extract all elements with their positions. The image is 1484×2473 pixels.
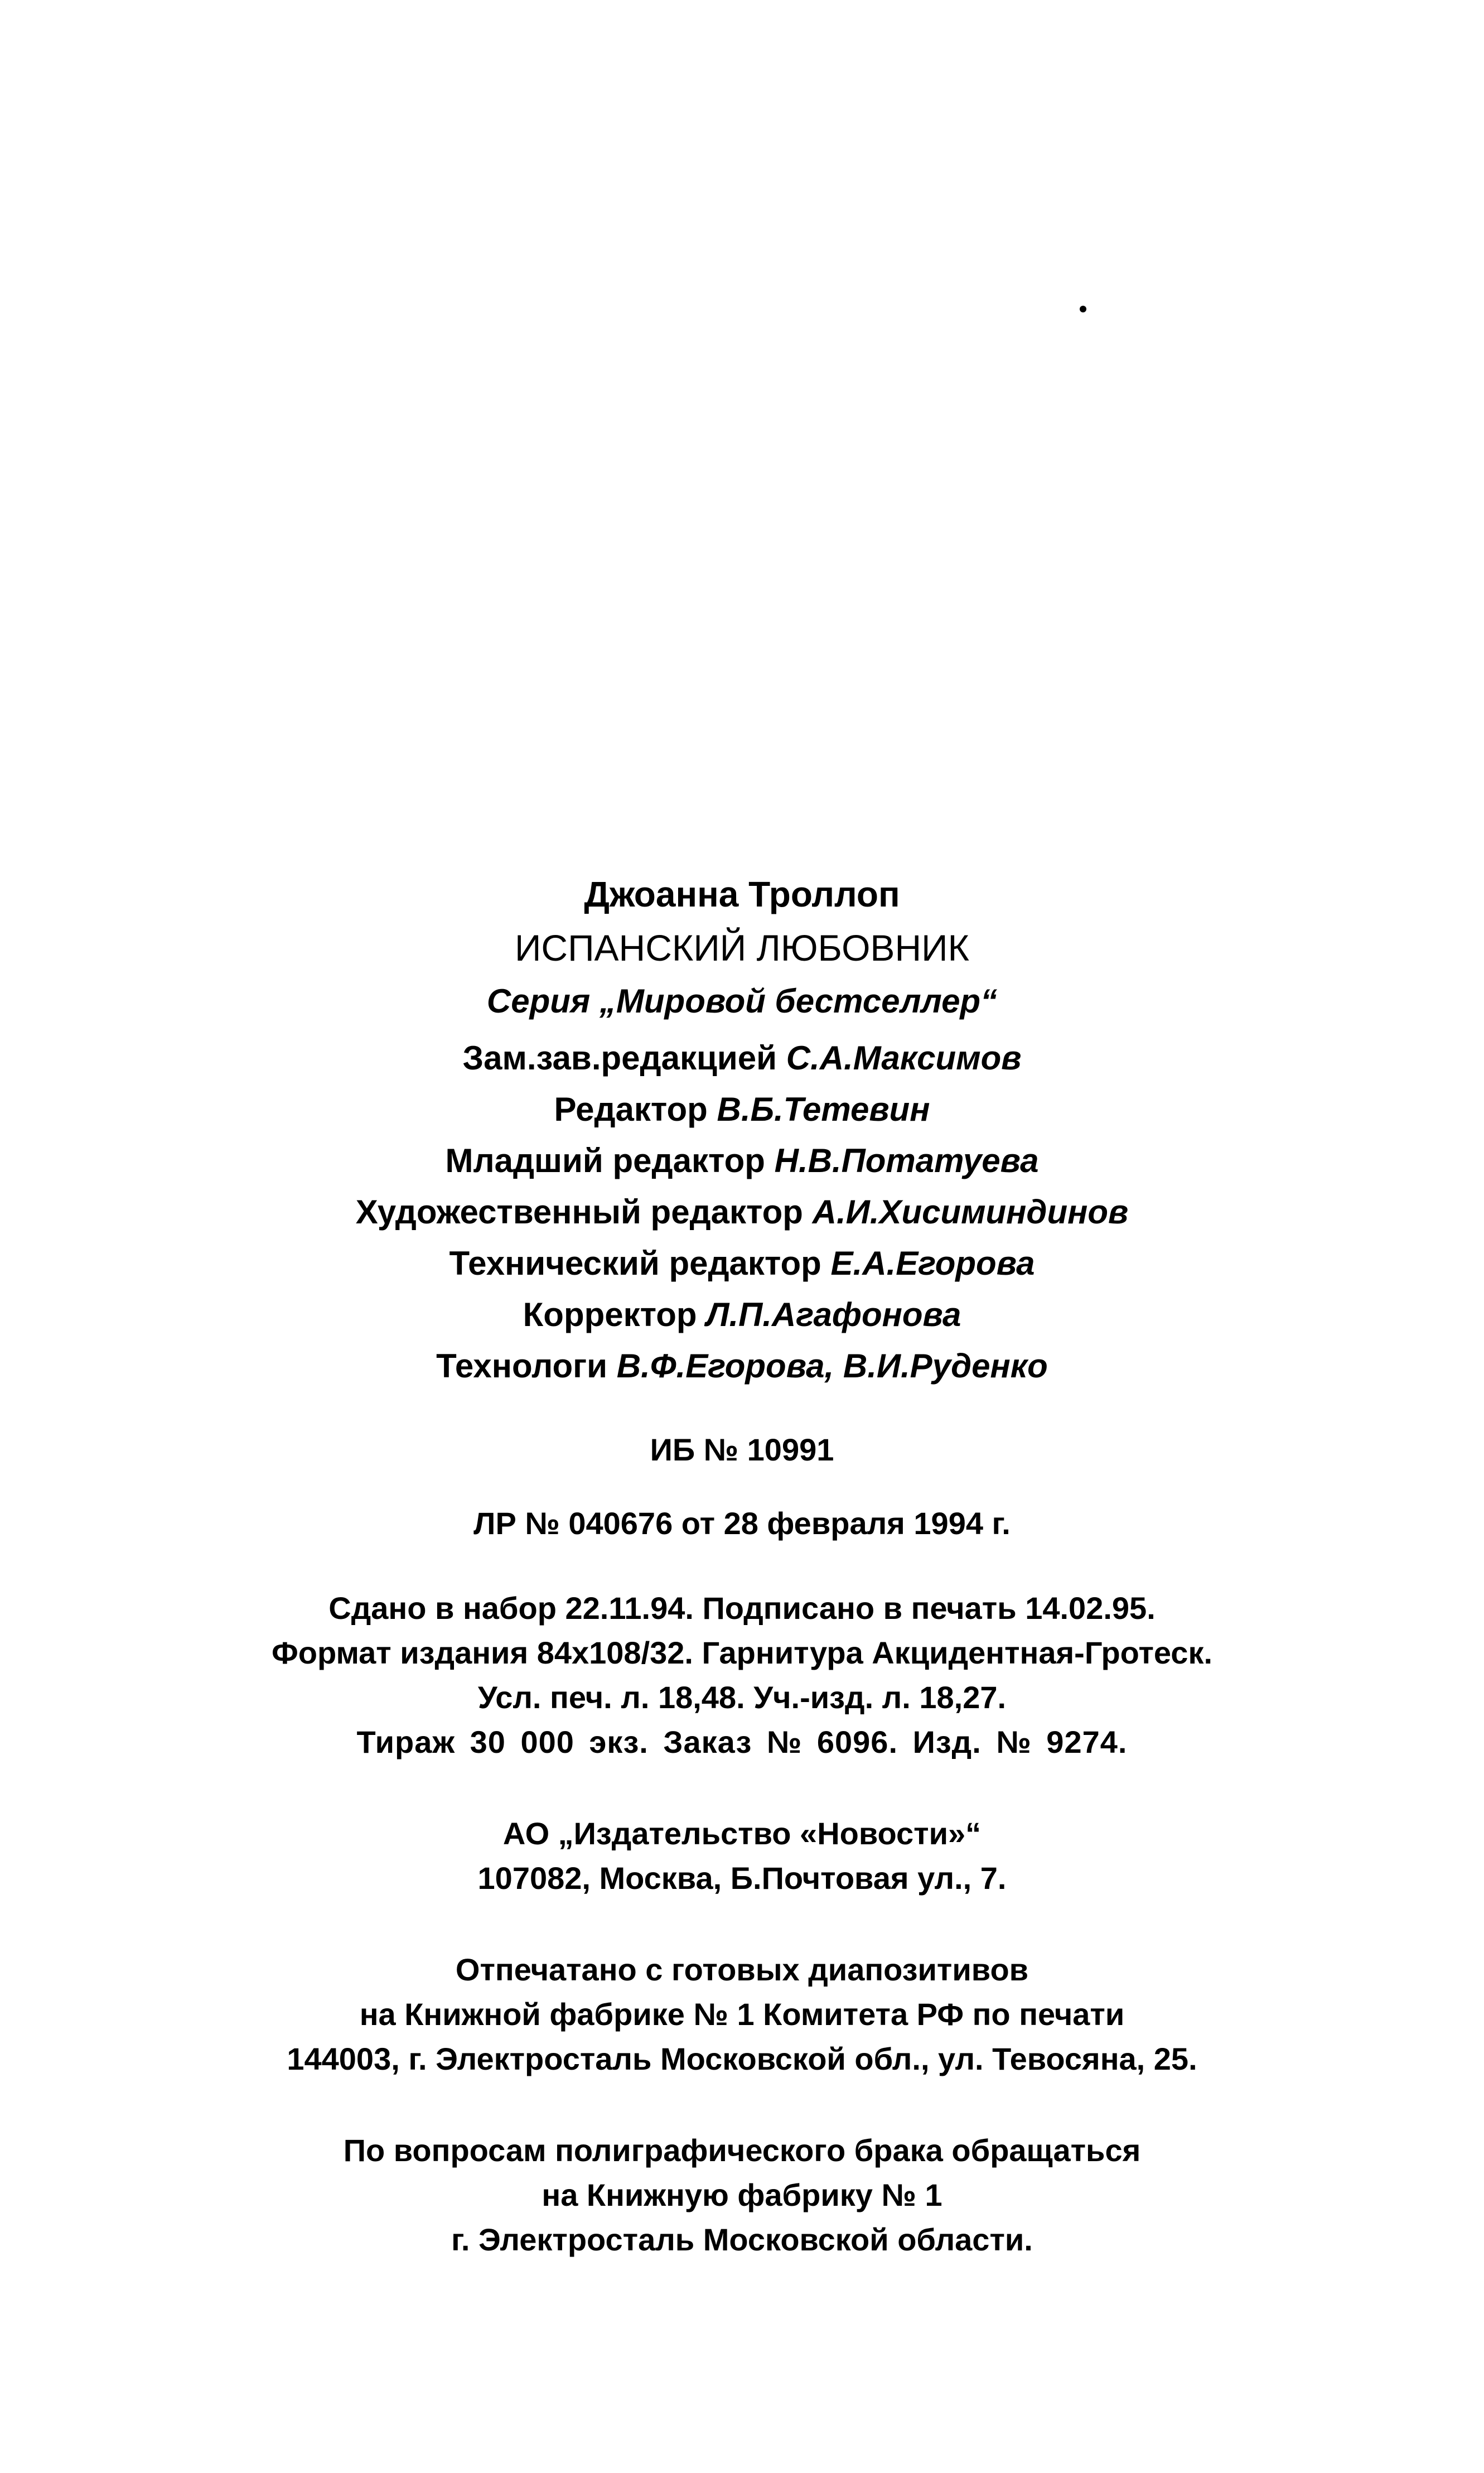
staff-name: В.Ф.Егорова, В.И.Руденко <box>616 1347 1048 1385</box>
staff-line <box>0 1341 1484 1392</box>
ib-number-block <box>0 1428 1484 1472</box>
staff-name: Л.П.Агафонова <box>706 1296 961 1333</box>
publisher-line: АО „Издательство «Новости»“ <box>502 1816 982 1851</box>
staff-role: Художественный редактор <box>355 1193 803 1231</box>
print-info-line: Усл. печ. л. 18,48. Уч.-изд. л. 18,27. <box>477 1680 1007 1715</box>
defects-contact-block <box>0 2128 1484 2262</box>
printed-at-line: Отпечатано с готовых диапозитивов <box>455 1952 1029 1987</box>
ib-number: ИБ № 10991 <box>650 1432 834 1467</box>
defects-line: По вопросам полиграфического брака обращаться <box>343 2133 1141 2168</box>
printed-at-line: 144003, г. Электросталь Московской обл., ул. Тевосяна, 25. <box>287 2041 1197 2076</box>
book-title: ИСПАНСКИЙ ЛЮБОВНИК <box>514 927 969 968</box>
printed-at-line: на Книжной фабрике № 1 Комитета РФ по печати <box>359 1997 1125 2032</box>
lr-number: ЛР № 040676 от 28 февраля 1994 г. <box>473 1506 1011 1541</box>
staff-role: Редактор <box>554 1091 708 1128</box>
staff-name: В.Б.Тетевин <box>717 1091 930 1128</box>
author-name: Джоанна Троллоп <box>584 874 900 914</box>
publisher-block <box>0 1811 1484 1901</box>
staff-line <box>0 1238 1484 1289</box>
series-name: Серия „Мировой бестселлер“ <box>486 982 998 1020</box>
staff-role: Корректор <box>523 1296 697 1333</box>
printed-at-block <box>0 1947 1484 2081</box>
staff-line <box>0 1135 1484 1187</box>
staff-line <box>0 1033 1484 1084</box>
defects-line: на Книжную фабрику № 1 <box>542 2177 942 2212</box>
print-info-line: Сдано в набор 22.11.94. Подписано в печать 14.02.95. <box>328 1590 1156 1626</box>
print-info-block <box>0 1586 1484 1765</box>
print-info-line: Формат издания 84x108/32. Гарнитура Акцидентная-Гротеск. <box>271 1635 1213 1670</box>
staff-name: С.А.Максимов <box>786 1039 1022 1077</box>
staff-name: А.И.Хисиминдинов <box>812 1193 1129 1231</box>
staff-name: Е.А.Егорова <box>830 1245 1035 1282</box>
stray-dot <box>1080 306 1086 312</box>
staff-role: Технический редактор <box>449 1245 821 1282</box>
staff-line <box>0 1187 1484 1238</box>
staff-role: Зам.зав.редакцией <box>462 1039 777 1077</box>
print-info-line: Тираж 30 000 экз. Заказ № 6096. Изд. № 9274. <box>356 1724 1128 1759</box>
publisher-line: 107082, Москва, Б.Почтовая ул., 7. <box>477 1860 1007 1896</box>
staff-line <box>0 1289 1484 1341</box>
staff-role: Технологи <box>436 1347 608 1385</box>
lr-number-block <box>0 1501 1484 1546</box>
staff-role: Младший редактор <box>445 1142 765 1179</box>
staff-name: Н.В.Потатуева <box>774 1142 1039 1179</box>
imprint-page <box>0 867 1484 2262</box>
defects-line: г. Электросталь Московской области. <box>451 2222 1033 2257</box>
staff-credits <box>0 1033 1484 1392</box>
staff-line <box>0 1084 1484 1135</box>
